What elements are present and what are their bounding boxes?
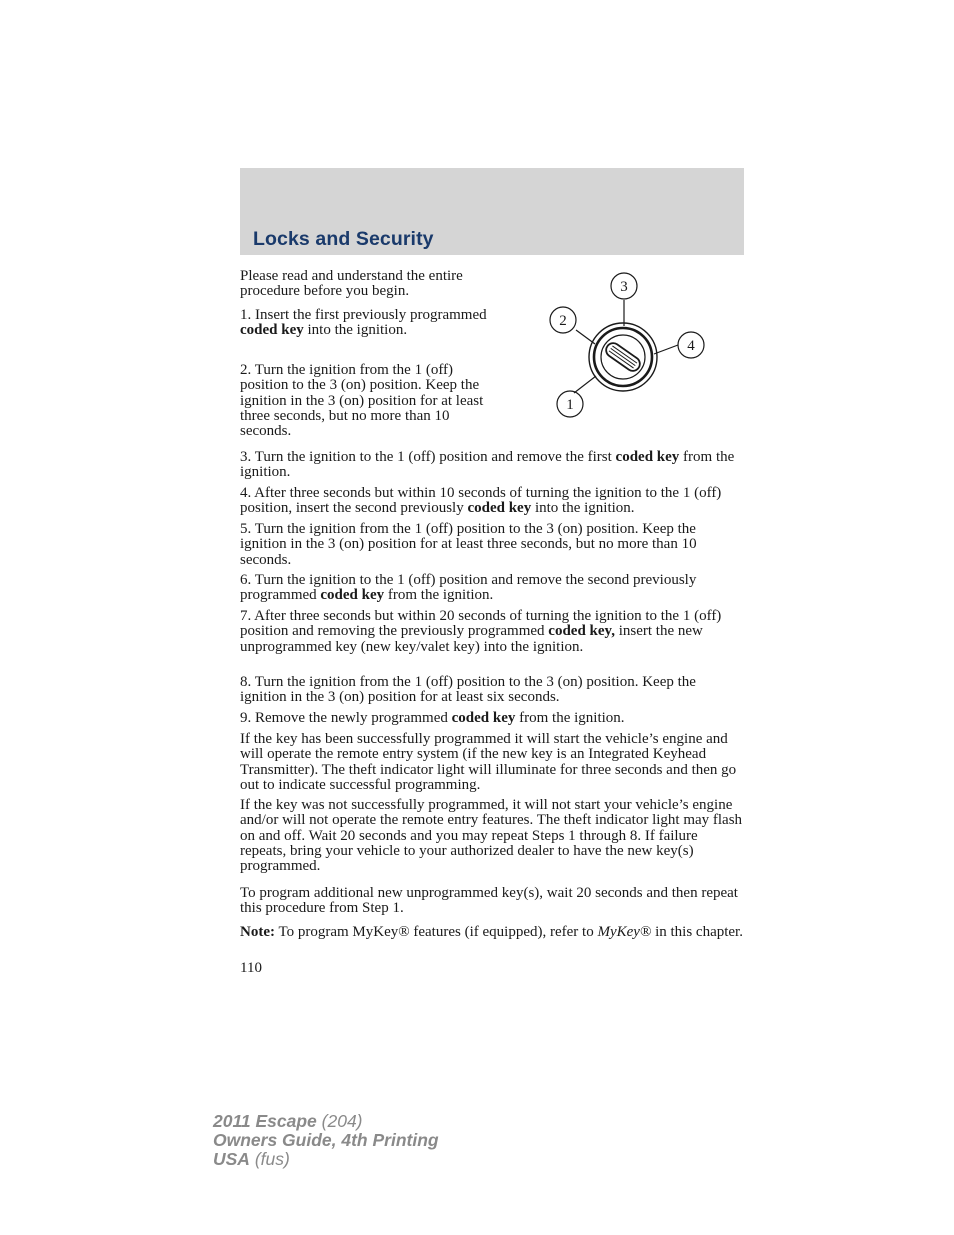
step-8: 8. Turn the ignition from the 1 (off) position to the 3 (on) position. Keep the ignition in the 3 (on) position for at least six seconds. [240,674,696,706]
page-number: 110 [240,960,262,976]
step-1: 1. Insert the first previously programmed coded key into the ignition. [240,307,487,339]
note-label: Note: [240,924,275,940]
section-title: Locks and Security [253,228,434,250]
footer-region-line: USA (fus) [213,1149,290,1169]
step-7: 7. After three seconds but within 20 seconds of turning the ignition to the 1 (off) position and removing the previously programmed coded key, insert the new unprogrammed key (new key/valet key) into the ignition. [240,608,722,655]
note-paragraph: Note: To program MyKey® features (if equipped), refer to MyKey® in this chapter. [240,924,743,940]
leader-line-1 [574,376,596,393]
step-6: 6. Turn the ignition to the 1 (off) position and remove the second previously programmed coded key from the ignition. [240,572,697,604]
footer-printing-info [213,1112,439,1169]
step-5: 5. Turn the ignition from the 1 (off) position to the 3 (on) position. Keep the ignition in the 3 (on) position for at least three seconds, but no more than 10 seconds. [240,521,697,568]
success-paragraph: If the key has been successfully programmed it will start the vehicle’s engine and will operate the remote entry system (if the new key is an Integrated Keyhead Transmitter). The theft indicator light will illuminate for three seconds and then go out to indicate successful programming. [240,731,737,793]
intro-paragraph: Please read and understand the entire procedure before you begin. [240,268,463,300]
step-2: 2. Turn the ignition from the 1 (off) position to the 3 (on) position. Keep the ignition in the 3 (on) position for at least three seconds, but no more than 10 seconds. [240,362,484,440]
position-label-3: 3 [620,279,628,295]
step-3: 3. Turn the ignition to the 1 (off) position and remove the first coded key from the ignition. [240,449,735,481]
failure-paragraph: If the key was not successfully programmed, it will not start your vehicle’s engine and/or will not operate the remote entry features. The theft indicator light may flash on and off. Wait 20 seconds and you may repeat Steps 1 through 8. If failure repeats, bring your vehicle to your authorized dealer to have the new key(s) programmed. [240,797,743,875]
position-label-1: 1 [566,397,574,413]
footer-model-line: 2011 Escape (204) [213,1111,363,1131]
mykey-reference: MyKey® [597,924,652,940]
key-slot-icon [603,340,642,373]
section-header [240,168,744,255]
position-label-4: 4 [687,338,695,354]
ignition-diagram [540,268,715,428]
step-4: 4. After three seconds but within 10 seconds of turning the ignition to the 1 (off) position, insert the second previously coded key into the ignition. [240,485,722,517]
leader-line-4 [654,345,678,354]
position-label-2: 2 [559,313,567,329]
footer-guide-line: Owners Guide, 4th Printing [213,1130,439,1150]
additional-keys-paragraph: To program additional new unprogrammed key(s), wait 20 seconds and then repeat this procedure from Step 1. [240,885,738,917]
step-9: 9. Remove the newly programmed coded key from the ignition. [240,710,625,726]
